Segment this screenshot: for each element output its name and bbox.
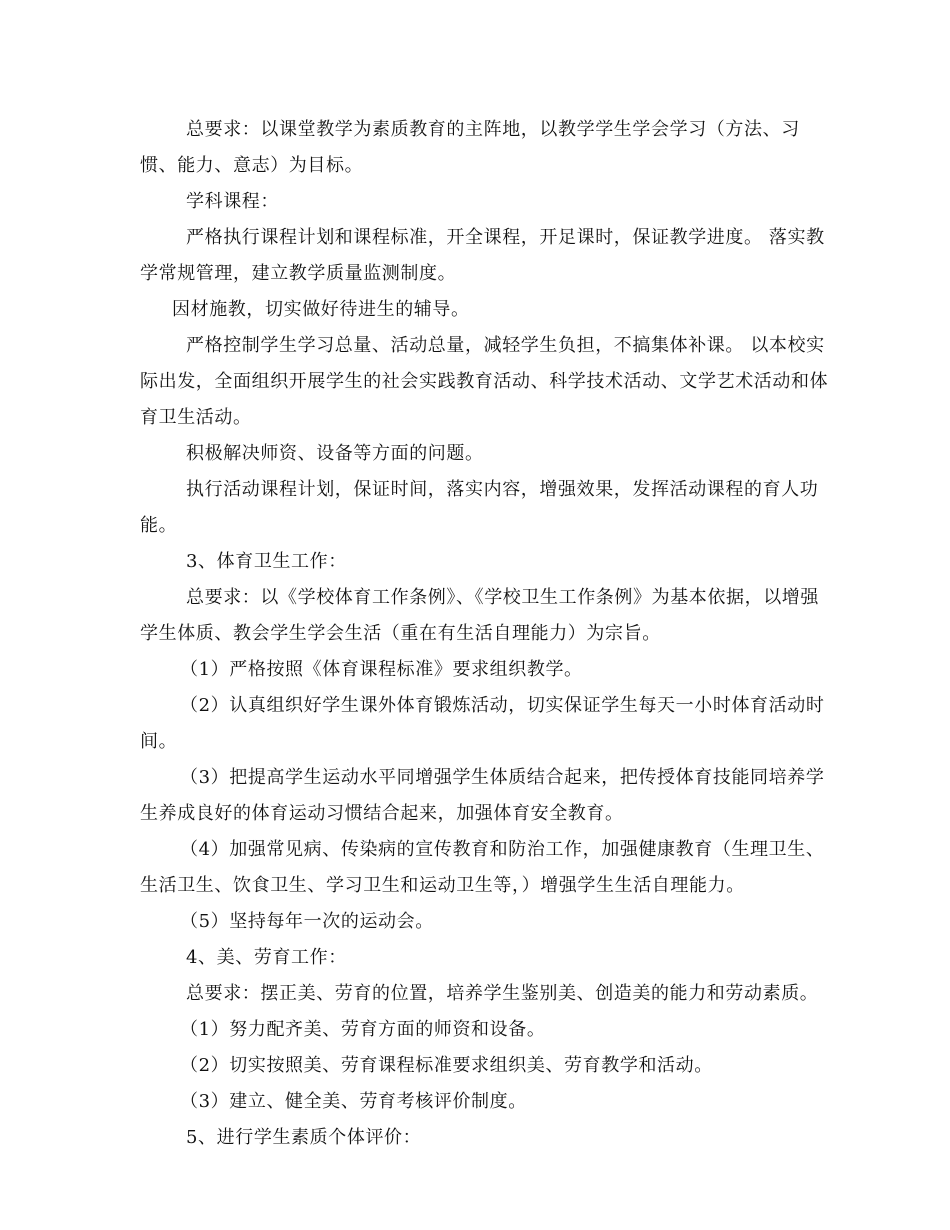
paragraph-individualized-teaching: 因材施教，切实做好待进生的辅导。 [172, 299, 470, 320]
paragraph-subject-courses-heading: 学科课程： [186, 191, 279, 212]
paragraph-art-labor-item-1: （1）努力配齐美、劳育方面的师资和设备。 [180, 1019, 546, 1040]
paragraph-pe-item-2: （2）认真组织好学生课外体育锻炼活动，切实保证学生每天一小时体育活动时间。 [140, 695, 825, 752]
paragraph-control-workload: 严格控制学生学习总量、活动总量，减轻学生负担，不搞集体补课。 以本校实际出发，全面组织开展学生的社会实践教育活动、科学技术活动、文学艺术活动和体育卫生活动。 [140, 335, 829, 428]
paragraph-pe-general-requirement: 总要求：以《学校体育工作条例》、《学校卫生工作条例》为基本依据，以增强学生体质、教会学生学会生活（重在有生活自理能力）为宗旨。 [140, 587, 819, 644]
paragraph-activity-curriculum: 执行活动课程计划，保证时间，落实内容，增强效果，发挥活动课程的育人功能。 [140, 479, 819, 536]
paragraph-section-5-heading: 5、进行学生素质个体评价： [186, 1127, 422, 1148]
paragraph-pe-item-5: （5）坚持每年一次的运动会。 [180, 911, 434, 932]
paragraph-section-4-heading: 4、美、劳育工作： [186, 947, 347, 968]
paragraph-section-3-heading: 3、体育卫生工作： [186, 551, 347, 572]
paragraph-art-labor-general-requirement: 总要求：摆正美、劳育的位置，培养学生鉴别美、创造美的能力和劳动素质。 [186, 983, 819, 1004]
paragraph-art-labor-item-3: （3）建立、健全美、劳育考核评价制度。 [180, 1091, 527, 1112]
paragraph-strict-curriculum: 严格执行课程计划和课程标准，开全课程，开足课时，保证教学进度。 落实教学常规管理，建立教学质量监测制度。 [140, 227, 825, 284]
paragraph-solve-staffing: 积极解决师资、设备等方面的问题。 [186, 443, 484, 464]
paragraph-general-requirement-classroom: 总要求：以课堂教学为素质教育的主阵地，以教学学生学会学习（方法、习惯、能力、意志）为目标。 [140, 119, 800, 176]
paragraph-art-labor-item-2: （2）切实按照美、劳育课程标准要求组织美、劳育教学和活动。 [180, 1055, 713, 1076]
paragraph-pe-item-1: （1）严格按照《体育课程标准》要求组织教学。 [180, 659, 583, 680]
paragraph-pe-item-3: （3）把提高学生运动水平同增强学生体质结合起来，把传授体育技能同培养学生养成良好的体育运动习惯结合起来，加强体育安全教育。 [140, 767, 825, 824]
paragraph-pe-item-4: （4）加强常见病、传染病的宣传教育和防治工作，加强健康教育（生理卫生、生活卫生、饮食卫生、学习卫生和运动卫生等，）增强学生生活自理能力。 [140, 839, 825, 896]
